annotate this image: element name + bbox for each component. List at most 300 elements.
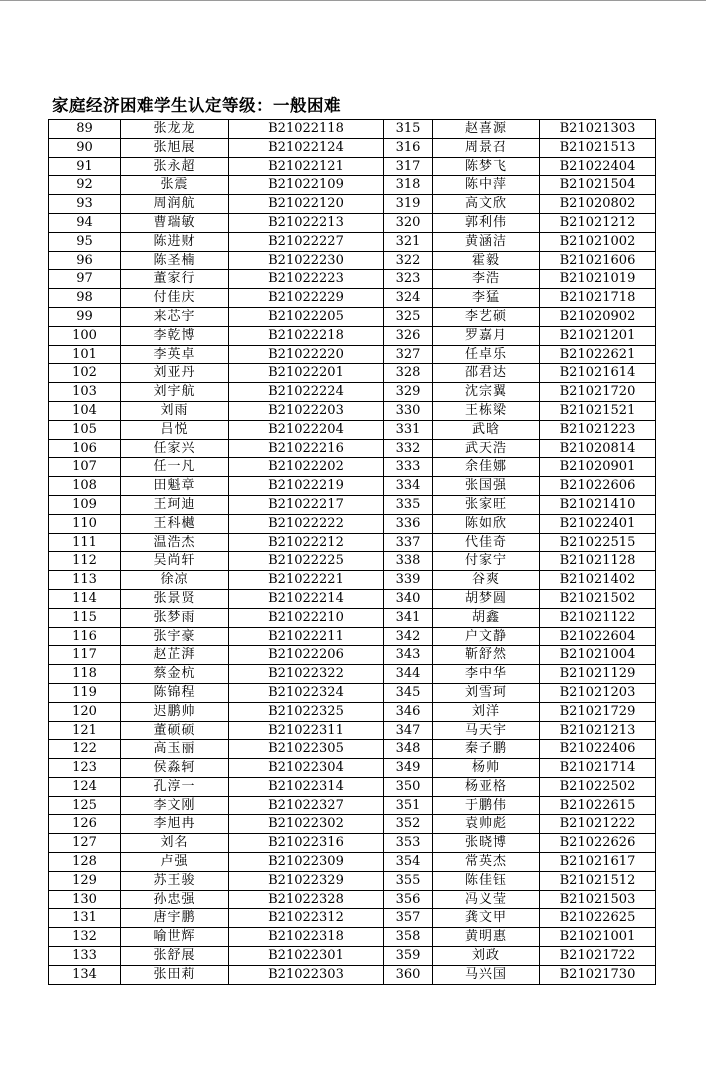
student-name: 喻世辉 [121,928,229,947]
student-id: B21022206 [229,646,384,665]
student-id: B21022229 [229,289,384,308]
student-id-2: B21020814 [540,439,656,458]
student-id: B21022221 [229,571,384,590]
row-number-2: 317 [384,157,433,176]
table-row [49,853,656,872]
student-id-2: B21022604 [540,627,656,646]
row-number: 134 [49,965,121,984]
student-id-2: B21021001 [540,928,656,947]
page-title: 家庭经济困难学生认定等级：一般困难 [52,96,341,115]
row-number-2: 355 [384,871,433,890]
table-row [49,138,656,157]
table-row [49,947,656,966]
row-number-2: 320 [384,213,433,232]
student-name: 张景贤 [121,589,229,608]
row-number: 132 [49,928,121,947]
student-name: 侯淼轲 [121,759,229,778]
student-id-2: B21022406 [540,740,656,759]
student-name-2: 赵喜源 [433,120,540,139]
table-row [49,890,656,909]
table-row [49,928,656,947]
student-name: 张龙龙 [121,120,229,139]
student-id: B21022322 [229,665,384,684]
student-id-2: B21021729 [540,702,656,721]
row-number: 107 [49,458,121,477]
table-row [49,477,656,496]
student-id-2: B21021222 [540,815,656,834]
row-number-2: 340 [384,589,433,608]
row-number: 131 [49,909,121,928]
student-name-2: 陈如欣 [433,514,540,533]
table-row [49,777,656,796]
row-number: 114 [49,589,121,608]
table-row [49,383,656,402]
student-name: 孔淳一 [121,777,229,796]
student-name: 陈锦程 [121,683,229,702]
student-name-2: 刘洋 [433,702,540,721]
row-number-2: 352 [384,815,433,834]
student-name: 温浩杰 [121,533,229,552]
top-rule [0,0,706,1]
student-id: B21022213 [229,213,384,232]
row-number: 93 [49,195,121,214]
student-id: B21022309 [229,853,384,872]
row-number: 123 [49,759,121,778]
student-id: B21022325 [229,702,384,721]
student-name-2: 户文静 [433,627,540,646]
row-number-2: 325 [384,307,433,326]
table-row [49,270,656,289]
student-name-2: 黄明惠 [433,928,540,947]
row-number-2: 344 [384,665,433,684]
student-id: B21022202 [229,458,384,477]
student-id-2: B21021722 [540,947,656,966]
student-name: 任一凡 [121,458,229,477]
row-number-2: 330 [384,401,433,420]
student-id-2: B21022625 [540,909,656,928]
student-id-2: B21021402 [540,571,656,590]
student-name-2: 杨亚格 [433,777,540,796]
row-number: 94 [49,213,121,232]
student-id: B21022316 [229,834,384,853]
student-name: 赵芷湃 [121,646,229,665]
row-number-2: 318 [384,176,433,195]
student-id-2: B21022615 [540,796,656,815]
table-row [49,683,656,702]
row-number-2: 329 [384,383,433,402]
student-id-2: B21021614 [540,364,656,383]
table-row [49,364,656,383]
student-name-2: 陈中萍 [433,176,540,195]
row-number-2: 360 [384,965,433,984]
row-number-2: 351 [384,796,433,815]
row-number: 108 [49,477,121,496]
table-row [49,401,656,420]
student-id-2: B21021201 [540,326,656,345]
student-name-2: 刘雪珂 [433,683,540,702]
row-number-2: 316 [384,138,433,157]
student-id-2: B21022404 [540,157,656,176]
student-id: B21022203 [229,401,384,420]
student-name: 吕悦 [121,420,229,439]
student-id: B21022303 [229,965,384,984]
row-number-2: 349 [384,759,433,778]
row-number: 112 [49,552,121,571]
table-row [49,627,656,646]
table-row [49,345,656,364]
student-id-2: B21021730 [540,965,656,984]
student-id-2: B21021129 [540,665,656,684]
student-name: 李乾博 [121,326,229,345]
student-id-2: B21021004 [540,646,656,665]
student-name-2: 郭利伟 [433,213,540,232]
student-id: B21022223 [229,270,384,289]
student-name-2: 陈梦飞 [433,157,540,176]
student-id-2: B21021503 [540,890,656,909]
student-name-2: 龚文甲 [433,909,540,928]
row-number-2: 343 [384,646,433,665]
student-name-2: 沈宗翼 [433,383,540,402]
table-row [49,176,656,195]
student-name: 吴尚轩 [121,552,229,571]
row-number-2: 324 [384,289,433,308]
student-id: B21022218 [229,326,384,345]
student-name: 李文刚 [121,796,229,815]
student-name-2: 李浩 [433,270,540,289]
table-row [49,721,656,740]
student-name-2: 李中华 [433,665,540,684]
row-number-2: 346 [384,702,433,721]
student-id: B21022222 [229,514,384,533]
student-id: B21022204 [229,420,384,439]
student-id-2: B21021019 [540,270,656,289]
table-row [49,533,656,552]
table-row [49,213,656,232]
row-number-2: 347 [384,721,433,740]
student-id-2: B21021502 [540,589,656,608]
student-name-2: 刘政 [433,947,540,966]
row-number-2: 341 [384,608,433,627]
row-number: 124 [49,777,121,796]
student-name: 唐宇鹏 [121,909,229,928]
student-name: 刘名 [121,834,229,853]
table-row [49,289,656,308]
student-id-2: B21022502 [540,777,656,796]
row-number: 118 [49,665,121,684]
table-row [49,589,656,608]
student-name: 徐凉 [121,571,229,590]
student-name-2: 王栋梁 [433,401,540,420]
student-id: B21022318 [229,928,384,947]
student-id: B21022118 [229,120,384,139]
row-number: 115 [49,608,121,627]
student-name: 李旭冉 [121,815,229,834]
student-id: B21022301 [229,947,384,966]
student-name-2: 胡鑫 [433,608,540,627]
student-name-2: 周景召 [433,138,540,157]
student-name: 刘雨 [121,401,229,420]
student-id: B21022304 [229,759,384,778]
student-name: 苏王骏 [121,871,229,890]
row-number: 122 [49,740,121,759]
student-id: B21022305 [229,740,384,759]
row-number: 105 [49,420,121,439]
row-number-2: 326 [384,326,433,345]
student-name: 任家兴 [121,439,229,458]
student-name-2: 黄涵洁 [433,232,540,251]
student-name: 刘亚丹 [121,364,229,383]
row-number-2: 342 [384,627,433,646]
table-row [49,608,656,627]
row-number: 126 [49,815,121,834]
student-name: 周润航 [121,195,229,214]
student-name: 王科樾 [121,514,229,533]
student-name: 迟鹏帅 [121,702,229,721]
student-name-2: 霍毅 [433,251,540,270]
student-name: 曹瑞敏 [121,213,229,232]
row-number-2: 338 [384,552,433,571]
student-name: 孙忠强 [121,890,229,909]
student-id-2: B21020802 [540,195,656,214]
student-name: 陈圣楠 [121,251,229,270]
row-number: 109 [49,495,121,514]
row-number-2: 327 [384,345,433,364]
student-name: 张旭展 [121,138,229,157]
student-name-2: 靳舒然 [433,646,540,665]
student-name: 张宇豪 [121,627,229,646]
table-row [49,307,656,326]
table-row [49,552,656,571]
table-row [49,495,656,514]
student-id: B21022217 [229,495,384,514]
student-name-2: 袁帅彪 [433,815,540,834]
student-name: 刘宇航 [121,383,229,402]
student-name-2: 马兴国 [433,965,540,984]
table-row [49,326,656,345]
row-number: 100 [49,326,121,345]
table-row [49,909,656,928]
student-name: 张田莉 [121,965,229,984]
student-name-2: 任卓乐 [433,345,540,364]
row-number-2: 315 [384,120,433,139]
student-name: 张震 [121,176,229,195]
student-name-2: 张国强 [433,477,540,496]
student-id-2: B21022401 [540,514,656,533]
student-name-2: 秦子鹏 [433,740,540,759]
student-table-body [49,120,656,985]
student-name: 田魁章 [121,477,229,496]
student-name: 卢强 [121,853,229,872]
student-id: B21022314 [229,777,384,796]
student-name-2: 罗嘉月 [433,326,540,345]
row-number-2: 336 [384,514,433,533]
student-id-2: B21021213 [540,721,656,740]
student-id-2: B21021410 [540,495,656,514]
student-id-2: B21021223 [540,420,656,439]
student-id-2: B21020902 [540,307,656,326]
student-id-2: B21021513 [540,138,656,157]
row-number: 110 [49,514,121,533]
student-table [48,119,656,985]
student-name-2: 冯义莹 [433,890,540,909]
student-id: B21022211 [229,627,384,646]
student-name-2: 李艺硕 [433,307,540,326]
student-id: B21022225 [229,552,384,571]
student-name-2: 谷爽 [433,571,540,590]
student-id: B21022312 [229,909,384,928]
row-number: 133 [49,947,121,966]
table-row [49,420,656,439]
row-number-2: 350 [384,777,433,796]
row-number: 128 [49,853,121,872]
row-number: 96 [49,251,121,270]
student-id-2: B21021606 [540,251,656,270]
student-name: 张舒展 [121,947,229,966]
row-number-2: 356 [384,890,433,909]
table-row [49,759,656,778]
student-id: B21022212 [229,533,384,552]
student-id-2: B21021720 [540,383,656,402]
student-name: 来芯宇 [121,307,229,326]
row-number-2: 319 [384,195,433,214]
student-id-2: B21021303 [540,120,656,139]
row-number-2: 335 [384,495,433,514]
student-id: B21022327 [229,796,384,815]
row-number: 98 [49,289,121,308]
student-id-2: B21021002 [540,232,656,251]
row-number-2: 345 [384,683,433,702]
table-row [49,815,656,834]
student-id: B21022210 [229,608,384,627]
table-row [49,740,656,759]
row-number-2: 354 [384,853,433,872]
table-row [49,646,656,665]
student-id: B21022109 [229,176,384,195]
row-number: 97 [49,270,121,289]
row-number: 119 [49,683,121,702]
row-number: 92 [49,176,121,195]
student-id: B21022220 [229,345,384,364]
row-number-2: 337 [384,533,433,552]
row-number: 104 [49,401,121,420]
student-id: B21022121 [229,157,384,176]
student-name-2: 李猛 [433,289,540,308]
row-number: 130 [49,890,121,909]
student-name-2: 代佳奇 [433,533,540,552]
student-name-2: 付家宁 [433,552,540,571]
table-row [49,702,656,721]
row-number-2: 334 [384,477,433,496]
student-name-2: 武天浩 [433,439,540,458]
student-id: B21022216 [229,439,384,458]
student-id-2: B21021203 [540,683,656,702]
student-id: B21022214 [229,589,384,608]
student-name-2: 于鹏伟 [433,796,540,815]
table-row [49,796,656,815]
student-name-2: 邵君达 [433,364,540,383]
student-id-2: B21021718 [540,289,656,308]
table-row [49,232,656,251]
student-id-2: B21022621 [540,345,656,364]
student-name-2: 陈佳钰 [433,871,540,890]
student-id: B21022120 [229,195,384,214]
student-id: B21022328 [229,890,384,909]
row-number-2: 323 [384,270,433,289]
table-row [49,195,656,214]
row-number-2: 321 [384,232,433,251]
table-row [49,514,656,533]
student-name-2: 胡梦圆 [433,589,540,608]
student-id: B21022302 [229,815,384,834]
table-row [49,458,656,477]
row-number: 116 [49,627,121,646]
row-number: 103 [49,383,121,402]
student-id-2: B21020901 [540,458,656,477]
row-number: 106 [49,439,121,458]
row-number: 127 [49,834,121,853]
student-name-2: 武晗 [433,420,540,439]
table-row [49,251,656,270]
student-id-2: B21021512 [540,871,656,890]
row-number-2: 333 [384,458,433,477]
table-row [49,157,656,176]
row-number: 121 [49,721,121,740]
row-number: 90 [49,138,121,157]
row-number: 113 [49,571,121,590]
row-number-2: 348 [384,740,433,759]
student-id-2: B21021617 [540,853,656,872]
row-number-2: 322 [384,251,433,270]
row-number: 125 [49,796,121,815]
student-id: B21022124 [229,138,384,157]
student-id-2: B21021521 [540,401,656,420]
student-id-2: B21021128 [540,552,656,571]
row-number-2: 328 [384,364,433,383]
student-id-2: B21022606 [540,477,656,496]
student-name: 董硕硕 [121,721,229,740]
student-id-2: B21021122 [540,608,656,627]
student-id: B21022201 [229,364,384,383]
row-number: 99 [49,307,121,326]
row-number-2: 359 [384,947,433,966]
row-number-2: 358 [384,928,433,947]
row-number-2: 339 [384,571,433,590]
table-row [49,965,656,984]
student-id: B21022205 [229,307,384,326]
row-number: 102 [49,364,121,383]
student-name-2: 常英杰 [433,853,540,872]
student-name: 李英卓 [121,345,229,364]
student-name-2: 杨帅 [433,759,540,778]
table-row [49,120,656,139]
student-id: B21022219 [229,477,384,496]
row-number: 89 [49,120,121,139]
student-id-2: B21021714 [540,759,656,778]
student-id-2: B21021212 [540,213,656,232]
table-row [49,871,656,890]
student-id-2: B21022626 [540,834,656,853]
row-number-2: 357 [384,909,433,928]
student-name-2: 高文欣 [433,195,540,214]
row-number-2: 332 [384,439,433,458]
row-number: 120 [49,702,121,721]
student-name-2: 余佳娜 [433,458,540,477]
row-number-2: 331 [384,420,433,439]
student-name: 付佳庆 [121,289,229,308]
student-name: 蔡金杭 [121,665,229,684]
row-number: 95 [49,232,121,251]
student-id: B21022329 [229,871,384,890]
